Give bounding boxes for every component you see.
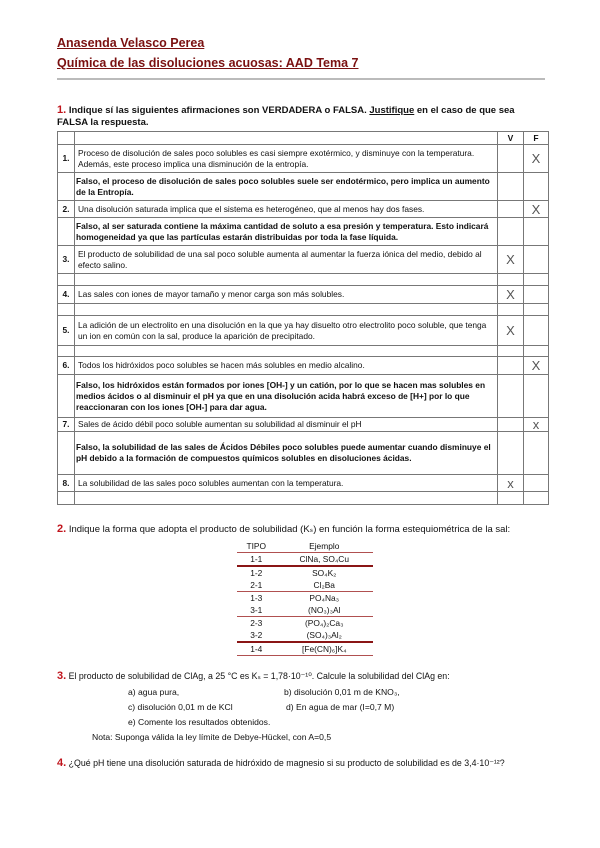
row-number: 7. <box>58 418 75 432</box>
item-e: e) Comente los resultados obtenidos. <box>128 717 271 727</box>
statement-row <box>58 246 549 274</box>
item-c: c) disolución 0,01 m de KCl <box>128 702 233 712</box>
mark-f <box>524 286 549 304</box>
type-cell: 1-2 <box>250 568 263 578</box>
table-row <box>237 604 373 617</box>
statement-row <box>58 201 549 218</box>
mark-v <box>498 432 524 475</box>
col-v: V <box>498 132 524 145</box>
statement-text: Todos los hidróxidos poco solubles se hacen más solubles en medio alcalino. <box>75 357 498 375</box>
statement-text: Proceso de disolución de sales poco solubles es casi siempre exotérmico, y disminuye con la temperatura. Además, este proceso implica una disminución de la entropía. <box>75 145 498 173</box>
statement-text: Sales de ácido débil poco soluble aumentan su solubilidad al disminuir el pH <box>75 418 498 432</box>
col-f: F <box>524 132 549 145</box>
mark-f: X <box>524 201 549 218</box>
example-cell: Cl₂Ba <box>276 579 374 592</box>
example-cell: SO₄K₂ <box>312 568 337 578</box>
question-number: 1. <box>57 104 67 116</box>
answer-text: Falso, la solubilidad de las sales de Ácidos Débiles poco solubles puede aumentar cuando disminuye el pH debido a la formación de compuestos químicos solubles en disoluciones ácidas. <box>75 432 498 475</box>
mark-v <box>498 492 524 505</box>
answer-text <box>75 492 498 505</box>
header-blank <box>75 132 498 145</box>
mark-f <box>524 492 549 505</box>
prompt-text: ¿Qué pH tiene una disolución saturada de hidróxido de magnesio si su producto de solubilidad es de 3,4·10⁻¹²? <box>68 758 505 768</box>
items-row-2 <box>0 700 600 715</box>
row-number: 3. <box>58 246 75 274</box>
document-subject: Química de las disoluciones acuosas: AAD Tema 7 <box>57 56 359 70</box>
mark-f: x <box>524 418 549 432</box>
table-row <box>237 617 373 630</box>
mark-v <box>498 274 524 286</box>
row-number-cell <box>58 173 75 201</box>
statement-row <box>58 145 549 173</box>
row-number-cell <box>58 346 75 357</box>
note-row <box>0 730 600 745</box>
example-cell: (NO₃)₃Al <box>276 604 374 617</box>
answer-text <box>75 346 498 357</box>
type-cell: 2-1 <box>237 579 276 592</box>
row-number-cell <box>58 274 75 286</box>
items-row-1 <box>0 685 600 700</box>
mark-v <box>498 173 524 201</box>
answer-text <box>75 304 498 316</box>
row-number: 1. <box>58 145 75 173</box>
statement-row <box>58 286 549 304</box>
true-false-table <box>57 131 549 505</box>
table-row <box>237 592 373 605</box>
item-a: a) agua pura, <box>128 687 180 697</box>
row-number-cell <box>58 432 75 475</box>
statement-text: La adición de un electrolito en una disolución en la que ya hay disuelto otro electrolito poco soluble, que tenga un ion en común con la sal, produce la aparición de precipitado. <box>75 316 498 346</box>
statement-row <box>58 357 549 375</box>
prompt-text: Indique la forma que adopta el producto de solubilidad (Kₛ) en función la forma estequiométrica de la sal: <box>68 524 511 535</box>
prompt-text: Indique sí las siguientes afirmaciones son VERDADERA o FALSA. <box>68 105 370 116</box>
row-number-cell <box>58 304 75 316</box>
author-name: Anasenda Velasco Perea <box>57 36 205 50</box>
mark-v: X <box>498 316 524 346</box>
type-cell: 3-1 <box>237 604 276 617</box>
example-cell: ClNa, SO₄Cu <box>276 553 374 567</box>
statement-text: El producto de solubilidad de una sal poco soluble aumenta al aumentar la fuerza iónica del medio, debido al efecto salino. <box>75 246 498 274</box>
row-number-cell <box>58 492 75 505</box>
answer-text: Falso, al ser saturada contiene la máxima cantidad de soluto a esa presión y temperatura. Esto indicará homogeneidad ya que las partículas estarán distribuidas por toda la fase líquida. <box>75 218 498 246</box>
statement-row <box>58 316 549 346</box>
mark-v <box>498 375 524 418</box>
row-number: 8. <box>58 475 75 492</box>
table-row <box>237 629 373 642</box>
answer-row <box>58 173 549 201</box>
example-cell: [Fe(CN)₆]K₄ <box>276 642 374 656</box>
table-header-row <box>58 132 549 145</box>
answer-row <box>58 432 549 475</box>
mark-v: X <box>498 246 524 274</box>
mark-v <box>498 304 524 316</box>
prompt-text: en el caso de que sea FALSA la respuesta. <box>57 105 515 128</box>
header-tipo: TIPO <box>237 540 276 553</box>
statement-text: Una disolución saturada implica que el sistema es heterogéneo, que al menos hay dos fases. <box>75 201 498 218</box>
example-cell: PO₄Na₃ <box>309 593 340 603</box>
mark-v <box>498 418 524 432</box>
mark-f <box>524 173 549 201</box>
item-d: d) En agua de mar (I=0,7 M) <box>286 702 395 712</box>
question-number: 2. <box>57 523 67 535</box>
note: Nota: Suponga válida la ley límite de Debye-Hückel, con A=0,5 <box>92 732 332 742</box>
question-number: 3. <box>57 670 67 682</box>
table-header-row <box>237 540 373 553</box>
mark-f: X <box>524 145 549 173</box>
answer-row <box>58 274 549 286</box>
mark-f <box>524 432 549 475</box>
answer-row <box>58 346 549 357</box>
statement-text: La solubilidad de las sales poco solubles aumentan con la temperatura. <box>75 475 498 492</box>
mark-f <box>524 316 549 346</box>
mark-v: X <box>498 286 524 304</box>
mark-v <box>498 357 524 375</box>
mark-f <box>524 475 549 492</box>
header-divider <box>57 78 545 80</box>
mark-f <box>524 346 549 357</box>
row-number-cell <box>58 375 75 418</box>
row-number: 5. <box>58 316 75 346</box>
mark-v: x <box>498 475 524 492</box>
statement-text: Las sales con iones de mayor tamaño y menor carga son más solubles. <box>75 286 498 304</box>
row-number-cell <box>58 218 75 246</box>
answer-row <box>58 492 549 505</box>
answer-text: Falso, el proceso de disolución de sales poco solubles suele ser endotérmico, pero implica un aumento de la Entropía. <box>75 173 498 201</box>
example-cell: (SO₄)₃Al₂ <box>276 629 374 642</box>
table-row <box>237 579 373 592</box>
mark-v <box>498 346 524 357</box>
answer-row <box>58 304 549 316</box>
prompt-text: El producto de solubilidad de ClAg, a 25 °C es Kₛ = 1,78·10⁻¹⁰. Calcule la solubilidad del ClAg en: <box>68 671 450 681</box>
answer-row <box>58 375 549 418</box>
items-row-3 <box>0 715 600 730</box>
ks-type-table <box>237 540 373 656</box>
answer-text: Falso, los hidróxidos están formados por iones [OH-] y un catión, por lo que se hacen mas solubles en medios ácidos o al disminuir el pH ya que en una disolución acida habrá exceso de [H+] por lo que reaccionaran con los iones [OH-] para dar agua. <box>75 375 498 418</box>
question-4-prompt <box>57 757 547 769</box>
mark-f <box>524 246 549 274</box>
type-cell: 2-3 <box>250 618 263 628</box>
question-2-prompt <box>57 523 547 536</box>
type-cell: 1-3 <box>250 593 263 603</box>
statement-row <box>58 418 549 432</box>
mark-f <box>524 218 549 246</box>
header-blank <box>58 132 75 145</box>
mark-v <box>498 218 524 246</box>
statement-row <box>58 475 549 492</box>
row-number: 4. <box>58 286 75 304</box>
mark-f <box>524 304 549 316</box>
item-b: b) disolución 0,01 m de KNO₃, <box>284 687 400 697</box>
question-1-prompt <box>57 104 547 129</box>
type-cell: 1-4 <box>237 642 276 656</box>
question-number: 4. <box>57 757 67 769</box>
row-number: 2. <box>58 201 75 218</box>
row-number: 6. <box>58 357 75 375</box>
mark-v <box>498 145 524 173</box>
mark-f: X <box>524 357 549 375</box>
example-cell: (PO₄)₂Ca₃ <box>305 618 344 628</box>
table-row <box>237 566 373 579</box>
mark-v <box>498 201 524 218</box>
answer-text <box>75 274 498 286</box>
header-ejemplo: Ejemplo <box>276 540 374 553</box>
answer-row <box>58 218 549 246</box>
mark-f <box>524 375 549 418</box>
question-3-prompt <box>57 670 547 682</box>
table-row <box>237 642 373 656</box>
prompt-underlined: Justifique <box>369 105 415 116</box>
mark-f <box>524 274 549 286</box>
type-cell: 3-2 <box>237 629 276 642</box>
type-cell: 1-1 <box>237 553 276 567</box>
table-row <box>237 553 373 567</box>
